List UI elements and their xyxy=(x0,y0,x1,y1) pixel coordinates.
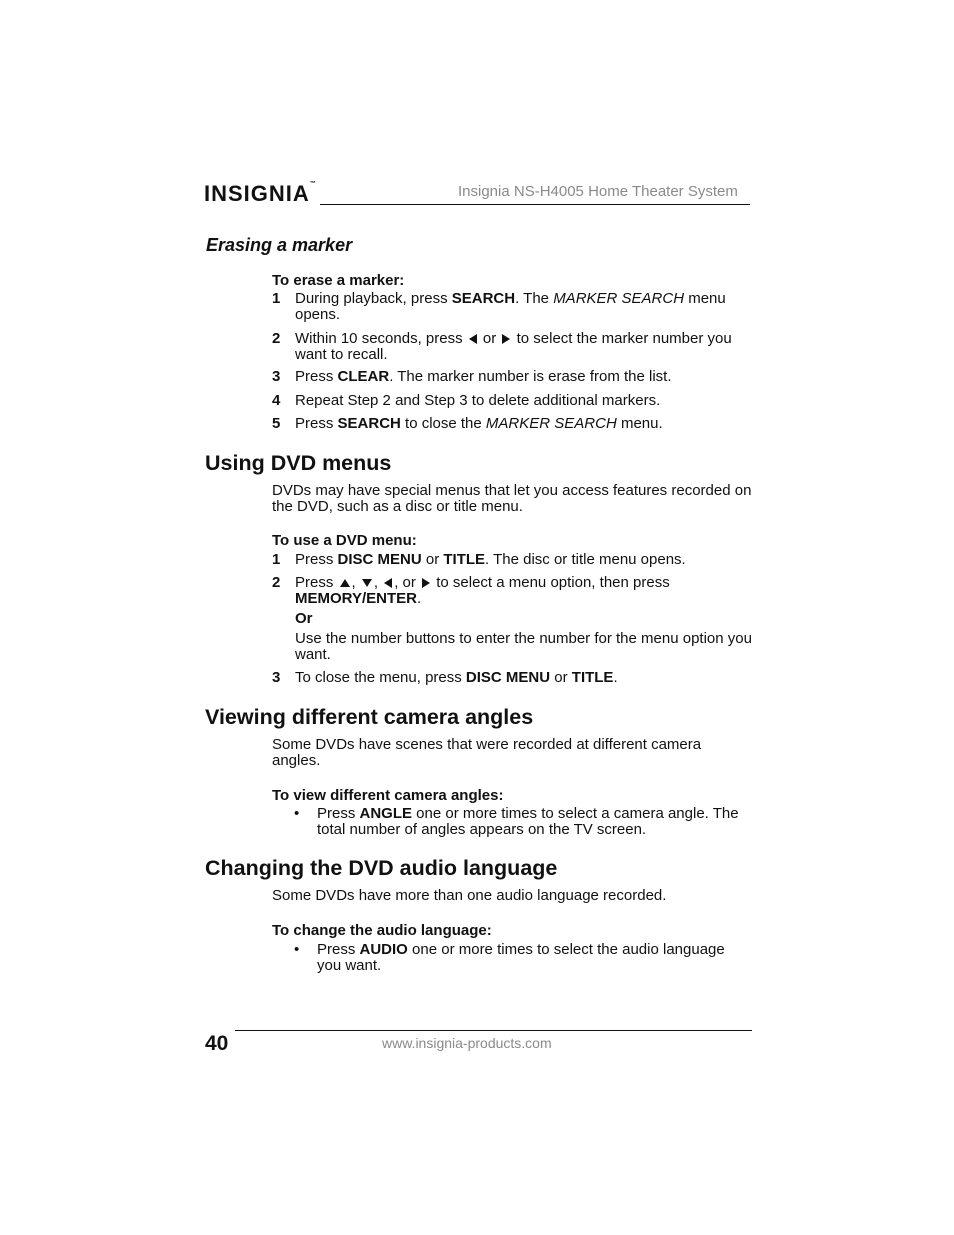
procedure-title-camera-angles: To view different camera angles: xyxy=(272,787,504,804)
procedure-title-audio-language: To change the audio language: xyxy=(272,922,492,939)
left-arrow-icon xyxy=(469,334,477,344)
up-arrow-icon xyxy=(340,579,350,587)
section-heading-erasing-marker: Erasing a marker xyxy=(206,235,353,255)
section-heading-camera-angles: Viewing different camera angles xyxy=(205,705,534,729)
left-arrow-icon xyxy=(384,578,392,588)
step-number: 2 xyxy=(272,574,281,591)
procedure-title-dvd-menu: To use a DVD menu: xyxy=(272,532,417,549)
step-number: 3 xyxy=(272,368,281,385)
list-item: 3 Press CLEAR. The marker number is erase from the list. xyxy=(272,368,672,385)
brand-logo: INSIGNIA™ xyxy=(204,181,317,206)
step-number: 1 xyxy=(272,551,281,568)
procedure-title-erase-marker: To erase a marker: xyxy=(272,272,405,289)
list-item: 3 To close the menu, press DISC MENU or TITLE. xyxy=(272,669,618,686)
list-item: • Press AUDIO one or more times to select the audio language you want. xyxy=(294,941,725,974)
running-header-title: Insignia NS-H4005 Home Theater System xyxy=(458,183,738,200)
header-rule xyxy=(320,204,750,205)
list-item: 2 Press , , , or to select a menu option, then press MEMORY/ENTER. xyxy=(272,574,670,607)
step-number: 5 xyxy=(272,415,281,432)
section-heading-audio-language: Changing the DVD audio language xyxy=(205,856,558,880)
list-item: 5 Press SEARCH to close the MARKER SEARCH menu. xyxy=(272,415,663,432)
right-arrow-icon xyxy=(502,334,510,344)
list-item: 1 During playback, press SEARCH. The MARKER SEARCH menu opens. xyxy=(272,290,726,323)
footer-rule xyxy=(235,1030,752,1031)
bullet: • xyxy=(294,941,300,958)
footer-url: www.insignia-products.com xyxy=(382,1035,552,1051)
paragraph-audio-language-intro: Some DVDs have more than one audio language recorded. xyxy=(272,887,667,904)
step-number: 1 xyxy=(272,290,281,307)
step-number: 3 xyxy=(272,669,281,686)
paragraph-camera-angles-intro: Some DVDs have scenes that were recorded at different camera angles. xyxy=(272,736,702,769)
bullet: • xyxy=(294,805,300,822)
down-arrow-icon xyxy=(362,579,372,587)
step-number: 2 xyxy=(272,330,281,347)
alternate-step-text: Use the number buttons to enter the number for the menu option you want. xyxy=(295,630,752,663)
page-number: 40 xyxy=(205,1032,229,1055)
list-item: 4 Repeat Step 2 and Step 3 to delete additional markers. xyxy=(272,392,661,409)
or-separator: Or xyxy=(295,610,313,627)
step-number: 4 xyxy=(272,392,281,409)
right-arrow-icon xyxy=(422,578,430,588)
list-item: 1 Press DISC MENU or TITLE. The disc or title menu opens. xyxy=(272,551,686,568)
paragraph-dvd-menus-intro: DVDs may have special menus that let you access features recorded on the DVD, such as a disc or title menu. xyxy=(272,482,752,515)
section-heading-dvd-menus: Using DVD menus xyxy=(205,451,392,475)
list-item: 2 Within 10 seconds, press or to select the marker number you want to recall. xyxy=(272,330,732,363)
list-item: • Press ANGLE one or more times to select a camera angle. The total number of angles appears on the TV screen. xyxy=(294,805,739,838)
